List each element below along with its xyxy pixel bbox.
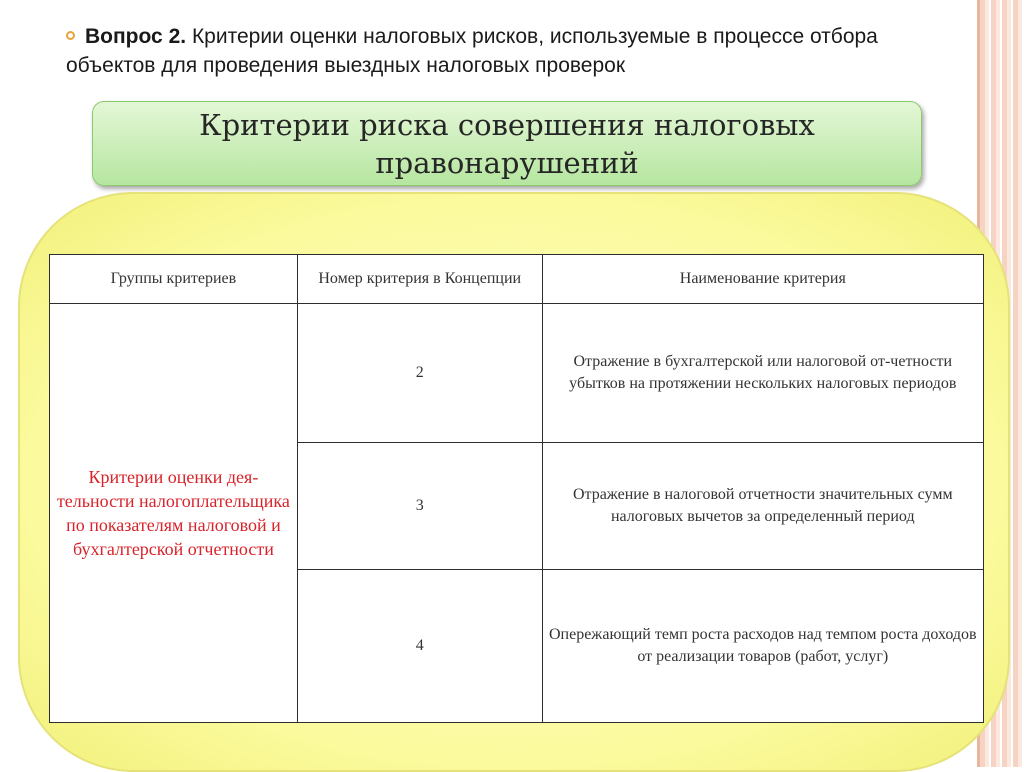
header-groups: Группы критериев	[50, 255, 298, 304]
table-header-row	[50, 255, 984, 304]
criteria-table	[49, 254, 984, 723]
table-row	[50, 304, 984, 443]
header-number: Номер критерия в Концепции	[297, 255, 542, 304]
question-text: Критерии оценки налоговых рисков, используемые в процессе отбора объектов для проведения выездных налоговых проверок	[66, 25, 878, 77]
criterion-number: 4	[297, 570, 542, 723]
criterion-number: 3	[297, 443, 542, 570]
criterion-number: 2	[297, 304, 542, 443]
criterion-name: Опережающий темп роста расходов над темпом роста доходов от реализации товаров (работ, услуг)	[542, 570, 983, 723]
criterion-name: Отражение в налоговой отчетности значительных сумм налоговых вычетов за определенный период	[542, 443, 983, 570]
criteria-group-cell: Критерии оценки дея-тельности налогоплательщика по показателям налоговой и бухгалтерской отчетности	[50, 304, 298, 723]
bullet-icon	[66, 31, 75, 40]
title-box	[92, 101, 922, 186]
box-title: Критерии риска совершения налоговых правонарушений	[199, 107, 815, 180]
question-label: Вопрос 2.	[85, 25, 187, 48]
criterion-name: Отражение в бухгалтерской или налоговой от-четности убытков на протяжении нескольких налоговых периодов	[542, 304, 983, 443]
header-name: Наименование критерия	[542, 255, 983, 304]
slide-heading	[66, 22, 966, 80]
